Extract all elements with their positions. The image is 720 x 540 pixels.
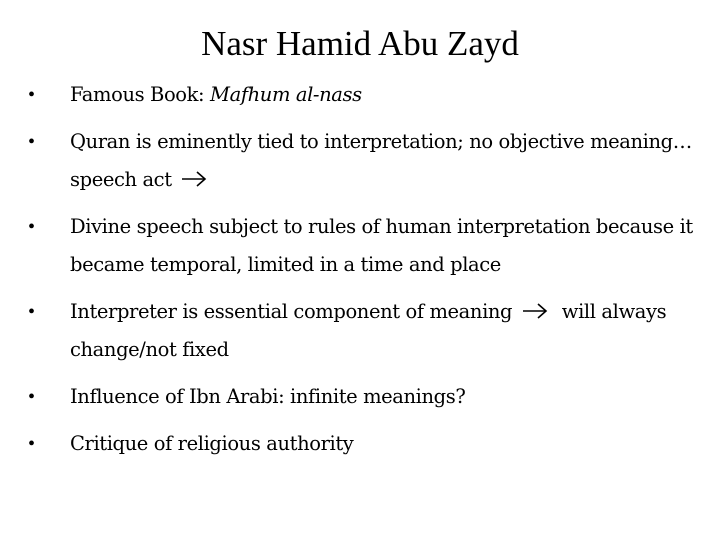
bullet-text: Influence of Ibn Arabi: infinite meanings? xyxy=(70,385,466,408)
bullet-text: Critique of religious authority xyxy=(70,432,354,455)
bullet-item xyxy=(26,208,696,284)
book-title: Mafhum al-nass xyxy=(210,83,362,106)
bullet-item xyxy=(26,123,696,199)
bullet-text: Quran is eminently tied to interpretation; no objective meaning… speech act xyxy=(70,130,692,191)
right-arrow-icon xyxy=(181,170,207,188)
bullet-dot: • xyxy=(28,386,35,408)
bullet-text: Divine speech subject to rules of human interpretation because it became temporal, limited in a time and place xyxy=(70,215,693,276)
bullet-dot: • xyxy=(28,433,35,455)
bullet-dot: • xyxy=(28,216,35,238)
bullet-text: Interpreter is essential component of meaning xyxy=(70,300,513,323)
right-arrow-icon xyxy=(522,302,548,320)
bullet-text-continued: will always change/not fixed xyxy=(70,300,667,361)
bullet-item xyxy=(26,76,696,114)
bullet-item xyxy=(26,425,696,463)
slide-title: Nasr Hamid Abu Zayd xyxy=(201,24,519,63)
bullet-dot: • xyxy=(28,301,35,323)
bullet-dot: • xyxy=(28,131,35,153)
bullet-text: Famous Book: xyxy=(70,83,211,106)
bullet-list xyxy=(26,76,696,472)
bullet-dot: • xyxy=(28,84,35,106)
bullet-item xyxy=(26,378,696,416)
bullet-item xyxy=(26,293,696,369)
